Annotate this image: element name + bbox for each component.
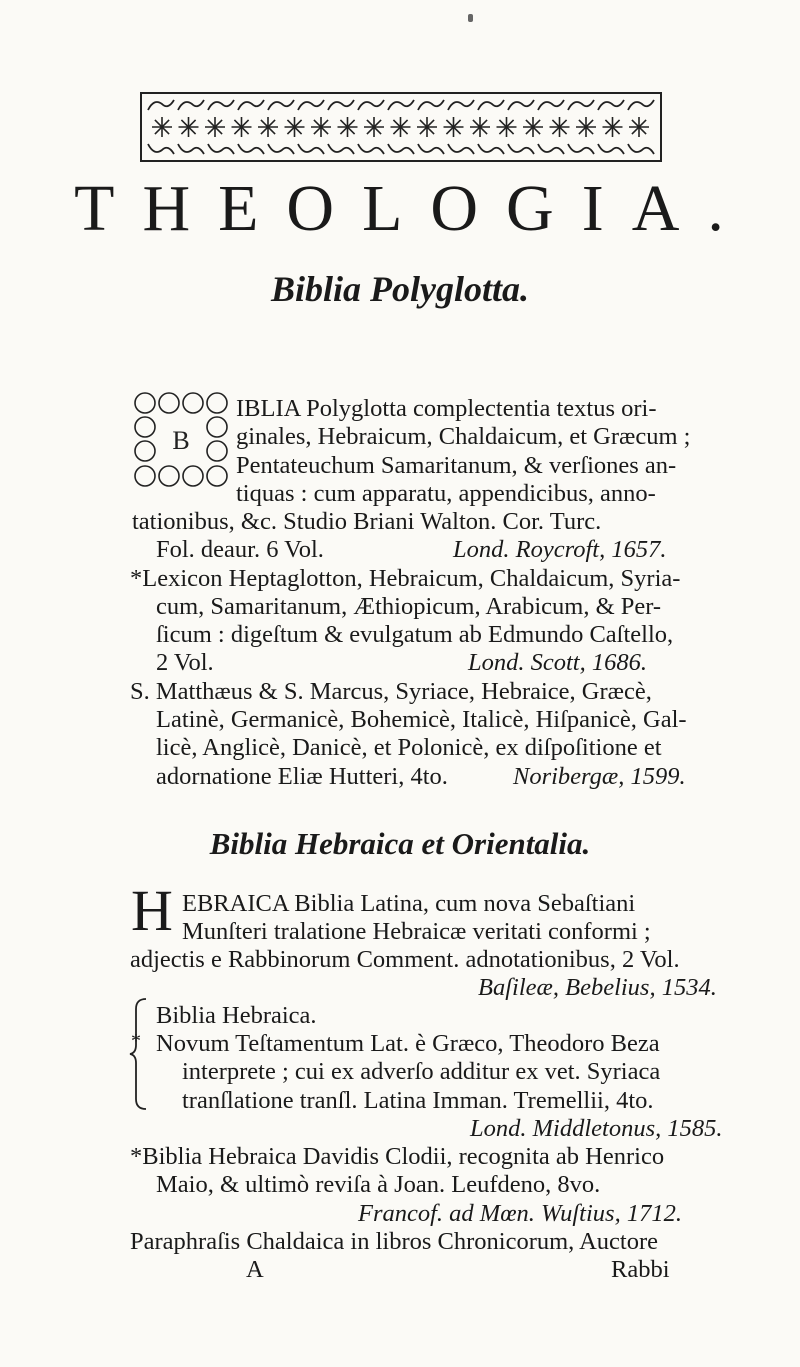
text-line: *Biblia Hebraica Davidis Clodii, recognita ab Henrico (130, 1143, 665, 1170)
imprint: Noribergæ, 1599. (513, 763, 686, 790)
text-line: ginales, Hebraicum, Chaldaicum, et Græcum ; (236, 423, 691, 450)
text-line: Maio, & ultimò reviſa à Joan. Leufdeno, 8vo. (156, 1171, 601, 1198)
text-line: Novum Teſtamentum Lat. è Græco, Theodoro Beza (156, 1030, 660, 1057)
text-line: IBLIA Polyglotta complectentia textus ori- (236, 395, 657, 422)
text-line: Pentateuchum Samaritanum, & verſiones an- (236, 452, 677, 479)
section-heading-orientalia: Biblia Hebraica et Orientalia. (209, 826, 591, 861)
imprint: Lond. Middletonus, 1585. (470, 1115, 723, 1142)
text-line: S. Matthæus & S. Marcus, Syriace, Hebraice, Græcè, (130, 678, 652, 705)
text-line: cum, Samaritanum, Æthiopicum, Arabicum, & Per- (156, 593, 662, 620)
imprint: Baſileæ, Bebelius, 1534. (478, 974, 717, 1001)
brace (128, 995, 150, 1113)
text-line: Paraphraſis Chaldaica in libros Chronicorum, Auctore (130, 1228, 658, 1255)
page-mark (468, 14, 473, 22)
text-line: licè, Anglicè, Danicè, et Polonicè, ex diſpoſitione et (156, 734, 662, 761)
section-heading-polyglotta: Biblia Polyglotta. (271, 269, 529, 309)
imprint: Lond. Roycroft, 1657. (453, 536, 667, 563)
text-line: tiquas : cum apparatu, appendicibus, anno- (236, 480, 656, 507)
text-line: Fol. deaur. 6 Vol. (156, 536, 324, 563)
text-line: Latinè, Germanicè, Bohemicè, Italicè, Hiſpanicè, Gal- (156, 706, 687, 733)
text-line: tranſlatione tranſl. Latina Imman. Tremellii, 4to. (182, 1087, 654, 1114)
text-line: adornatione Eliæ Hutteri, 4to. (156, 763, 448, 790)
drop-cap-h: H (131, 878, 173, 943)
text-line: *Lexicon Heptaglotton, Hebraicum, Chaldaicum, Syria- (130, 565, 681, 592)
text-line: Biblia Hebraica. (156, 1002, 317, 1029)
text-line: interprete ; cui ex adverſo additur ex vet. Syriaca (182, 1058, 661, 1085)
catchword-rabbi: Rabbi (611, 1256, 670, 1283)
text-line: tationibus, &c. Studio Briani Walton. Cor. Turc. (132, 508, 602, 535)
catchword-a: A (246, 1256, 264, 1283)
text-line: ſicum : digeſtum & evulgatum ab Edmundo Caſtello, (156, 621, 674, 648)
text-line: adjectis e Rabbinorum Comment. adnotationibus, 2 Vol. (130, 946, 680, 973)
drop-cap-b-frame (133, 391, 230, 488)
imprint: Lond. Scott, 1686. (468, 649, 647, 676)
text-line: Munſteri tralatione Hebraicæ veritati conformi ; (182, 918, 651, 945)
text-line: 2 Vol. (156, 649, 214, 676)
page-title: THEOLOGIA. (74, 172, 752, 245)
drop-cap-letter: B (172, 426, 190, 455)
text-line: EBRAICA Biblia Latina, cum nova Sebaſtiani (182, 890, 636, 917)
asterisk: * (131, 1030, 141, 1052)
imprint: Francof. ad Mœn. Wuſtius, 1712. (358, 1200, 682, 1227)
decorative-band-icon (140, 92, 662, 162)
